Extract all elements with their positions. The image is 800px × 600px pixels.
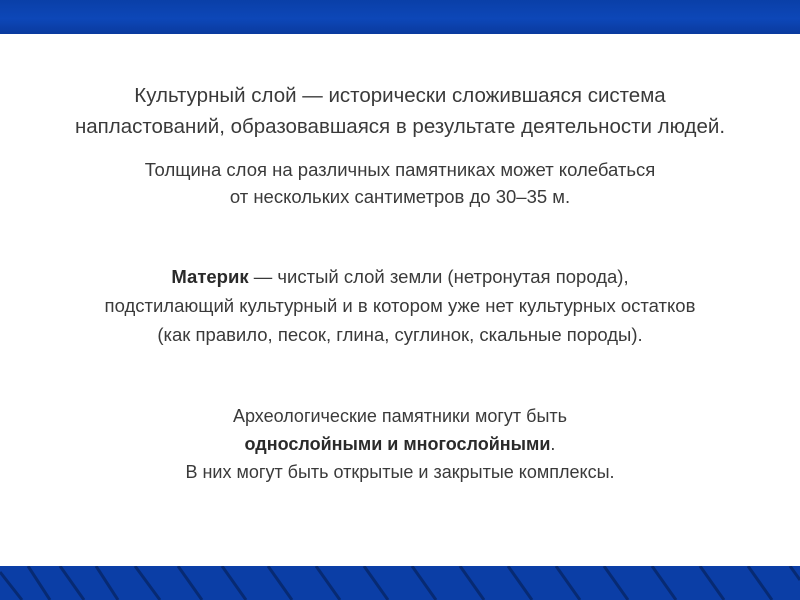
bottom-stripe-pattern xyxy=(0,566,800,600)
bottom-decorative-bar xyxy=(0,566,800,600)
monuments-line-1: Археологические памятники могут быть xyxy=(232,406,568,426)
bedrock-line-3: (как правило, песок, глина, суглинок, скальные породы). xyxy=(157,324,643,345)
layer-types-emphasis: однослойными и многослойными xyxy=(244,434,551,454)
monuments-line-2-end: . xyxy=(550,434,556,454)
thickness-line-2: от нескольких сантиметров до 30–35 м. xyxy=(229,186,571,207)
layer-thickness-text xyxy=(0,156,800,210)
bedrock-term: Материк xyxy=(171,266,249,287)
bedrock-line-1 xyxy=(0,262,800,291)
monuments-line-3: В них могут быть открытые и закрытые комплексы. xyxy=(185,462,615,482)
monuments-text xyxy=(0,402,800,486)
bedrock-line-2: подстилающий культурный и в котором уже нет культурных остатков xyxy=(104,295,696,316)
definition-line-2: напластований, образовавшаяся в результате деятельности людей. xyxy=(74,115,726,138)
monuments-line-2 xyxy=(0,430,800,458)
definition-bedrock xyxy=(0,262,800,349)
bedrock-line-1-rest: — чистый слой земли (нетронутая порода), xyxy=(248,266,629,287)
top-decorative-bar xyxy=(0,0,800,34)
definition-cultural-layer xyxy=(0,80,800,142)
thickness-line-1: Толщина слоя на различных памятниках может колебаться xyxy=(144,159,656,180)
definition-line-1: Культурный слой — исторически сложившаяся система xyxy=(134,84,666,107)
